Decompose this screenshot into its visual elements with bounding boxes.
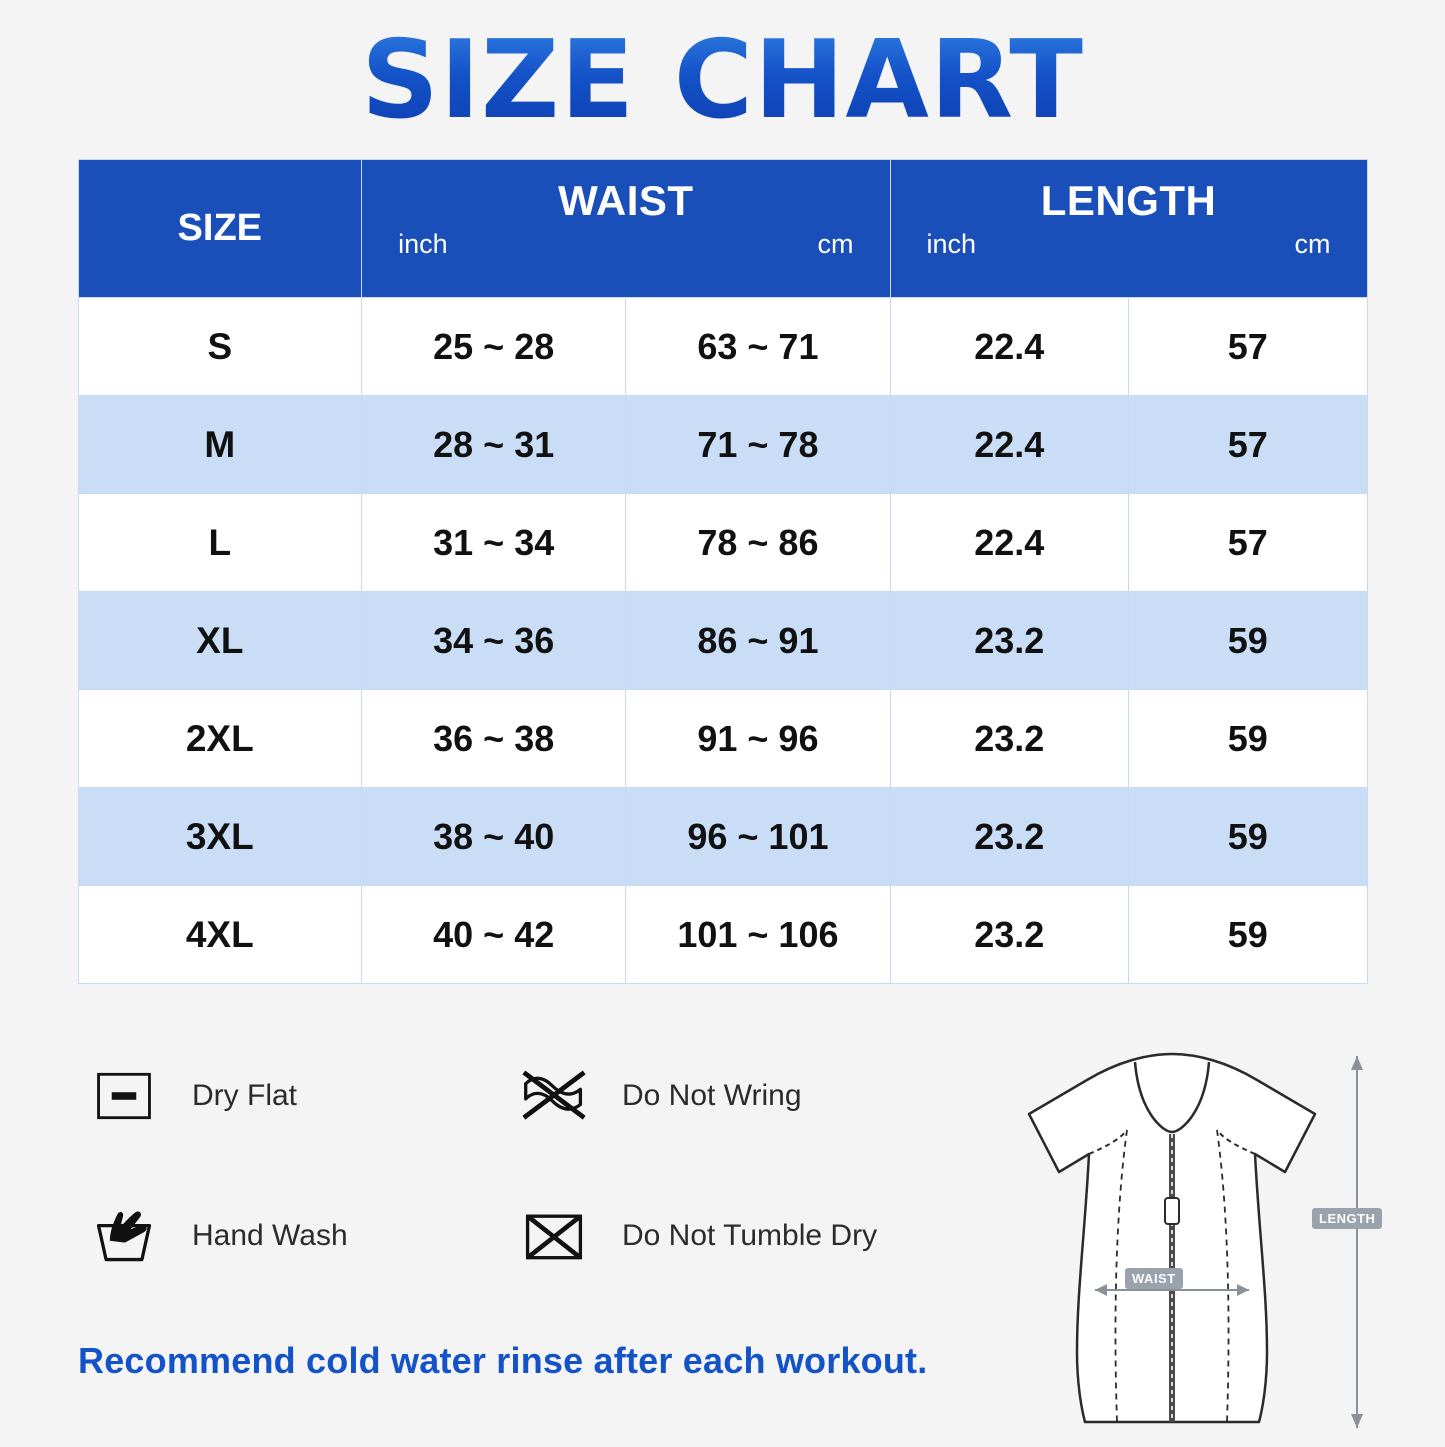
cell-length-cm: 59 [1129, 592, 1368, 690]
care-label-do-not-wring: Do Not Wring [622, 1079, 802, 1112]
cell-waist-inch: 34 ~ 36 [362, 592, 626, 690]
table-row [78, 396, 1367, 494]
cell-length-inch: 23.2 [890, 690, 1128, 788]
cell-waist-cm: 78 ~ 86 [626, 494, 890, 592]
unit-cm-waist: cm [817, 228, 854, 259]
column-header-length-label: LENGTH [1040, 177, 1217, 225]
do-not-wring-icon [508, 1055, 600, 1137]
care-item-hand-wash [78, 1195, 508, 1277]
cell-length-inch: 22.4 [890, 298, 1128, 396]
page-title: SIZE CHART [361, 18, 1084, 143]
column-header-waist [362, 160, 890, 298]
table-row [78, 298, 1367, 396]
unit-inch-waist: inch [398, 228, 448, 259]
table-row [78, 592, 1367, 690]
cell-length-cm: 59 [1129, 886, 1368, 984]
table-row [78, 494, 1367, 592]
care-instructions [78, 1055, 958, 1335]
cell-length-cm: 59 [1129, 690, 1368, 788]
care-row-2 [78, 1195, 958, 1277]
column-header-waist-units [362, 225, 889, 260]
hand-wash-icon [78, 1195, 170, 1277]
cell-waist-inch: 36 ~ 38 [362, 690, 626, 788]
cell-length-inch: 23.2 [890, 592, 1128, 690]
column-header-waist-label: WAIST [558, 177, 694, 225]
column-header-size: SIZE [78, 160, 362, 298]
cell-size: 2XL [78, 690, 362, 788]
cell-waist-inch: 28 ~ 31 [362, 396, 626, 494]
cell-size: L [78, 494, 362, 592]
cell-waist-cm: 63 ~ 71 [626, 298, 890, 396]
table-body [78, 298, 1367, 984]
recommendation-text: Recommend cold water rinse after each workout. [78, 1340, 928, 1381]
unit-cm-length: cm [1294, 228, 1331, 259]
cell-waist-inch: 38 ~ 40 [362, 788, 626, 886]
care-item-dry-flat [78, 1055, 508, 1137]
table-row [78, 886, 1367, 984]
waist-measure-tag: WAIST [1125, 1268, 1183, 1289]
garment-svg [967, 1022, 1387, 1442]
page-title-container [0, 0, 1445, 143]
care-label-dry-flat: Dry Flat [192, 1079, 297, 1112]
cell-length-inch: 23.2 [890, 886, 1128, 984]
cell-size: 3XL [78, 788, 362, 886]
care-label-do-not-tumble-dry: Do Not Tumble Dry [622, 1219, 878, 1252]
cell-waist-cm: 96 ~ 101 [626, 788, 890, 886]
cell-size: S [78, 298, 362, 396]
cell-length-cm: 59 [1129, 788, 1368, 886]
table-header-row [78, 160, 1367, 298]
cell-size: M [78, 396, 362, 494]
column-header-length [890, 160, 1367, 298]
care-label-hand-wash: Hand Wash [192, 1219, 348, 1252]
table-header [78, 160, 1367, 298]
cell-waist-cm: 86 ~ 91 [626, 592, 890, 690]
cell-length-inch: 23.2 [890, 788, 1128, 886]
cell-waist-inch: 25 ~ 28 [362, 298, 626, 396]
size-chart-table [78, 159, 1368, 984]
unit-inch-length: inch [926, 228, 977, 259]
garment-illustration [967, 1022, 1387, 1442]
column-header-length-units [891, 225, 1367, 260]
length-measure-tag: LENGTH [1312, 1208, 1382, 1229]
cell-length-inch: 22.4 [890, 396, 1128, 494]
cell-length-inch: 22.4 [890, 494, 1128, 592]
size-chart-table-container [78, 159, 1368, 984]
cell-waist-cm: 71 ~ 78 [626, 396, 890, 494]
cell-size: XL [78, 592, 362, 690]
cell-size: 4XL [78, 886, 362, 984]
table-row [78, 690, 1367, 788]
cell-waist-cm: 91 ~ 96 [626, 690, 890, 788]
do-not-tumble-dry-icon [508, 1195, 600, 1277]
care-item-do-not-tumble-dry [508, 1195, 938, 1277]
table-row [78, 788, 1367, 886]
cell-waist-inch: 40 ~ 42 [362, 886, 626, 984]
cell-waist-inch: 31 ~ 34 [362, 494, 626, 592]
cell-length-cm: 57 [1129, 396, 1368, 494]
cell-waist-cm: 101 ~ 106 [626, 886, 890, 984]
care-row-1 [78, 1055, 958, 1137]
dry-flat-icon [78, 1055, 170, 1137]
cell-length-cm: 57 [1129, 494, 1368, 592]
care-item-do-not-wring [508, 1055, 938, 1137]
cell-length-cm: 57 [1129, 298, 1368, 396]
